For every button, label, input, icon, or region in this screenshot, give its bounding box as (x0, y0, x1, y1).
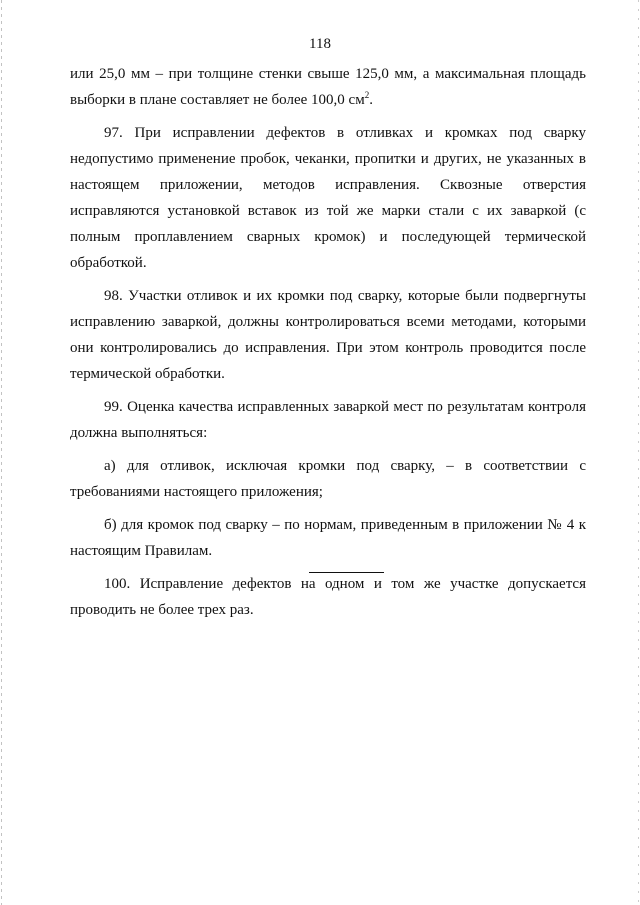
paragraph-98: 98. Участки отливок и их кромки под сварку, которые были подвергнуты исправлению заваркой, должны контролироваться всеми методами, которыми они контролировались до исправления. При этом контроль проводится после термической обработки. (70, 288, 586, 382)
scan-edge-left (1, 0, 2, 905)
superscript-square: 2 (364, 90, 370, 100)
document-body (70, 61, 586, 623)
scan-edge-right (638, 0, 639, 905)
continuation-line-2: выборки в плане составляет не более 100,0 см (70, 92, 365, 108)
paragraph-99-item-a: а) для отливок, исключая кромки под сварку, – в соответствии с требованиями настоящего приложения; (70, 458, 586, 500)
continuation-line-2-end: . (369, 92, 373, 108)
page-number: 118 (309, 36, 331, 52)
paragraph-99: 99. Оценка качества исправленных заваркой мест по результатам контроля должна выполняться: (70, 399, 586, 441)
paragraph-100: 100. Исправление дефектов на одном и том же участке допускается проводить не более трех раз. (70, 576, 586, 618)
continuation-paragraph (70, 61, 586, 113)
paragraph-97: 97. При исправлении дефектов в отливках и кромках под сварку недопустимо применение пробок, чеканки, пропитки и других, не указанных в настоящем приложении, методов исправления. Сквозные отверстия исправляются установкой вставок из той же марки стали с их заваркой (с полным проплавлением сварных кромок) и последующей термической обработкой. (70, 125, 586, 271)
continuation-line-1: или 25,0 мм – при толщине стенки свыше 125,0 мм, а максимальная площадь (70, 66, 586, 82)
paragraph-99-item-b: б) для кромок под сварку – по нормам, приведенным в приложении № 4 к настоящим Правилам. (70, 517, 586, 559)
end-of-section-rule (309, 572, 384, 573)
